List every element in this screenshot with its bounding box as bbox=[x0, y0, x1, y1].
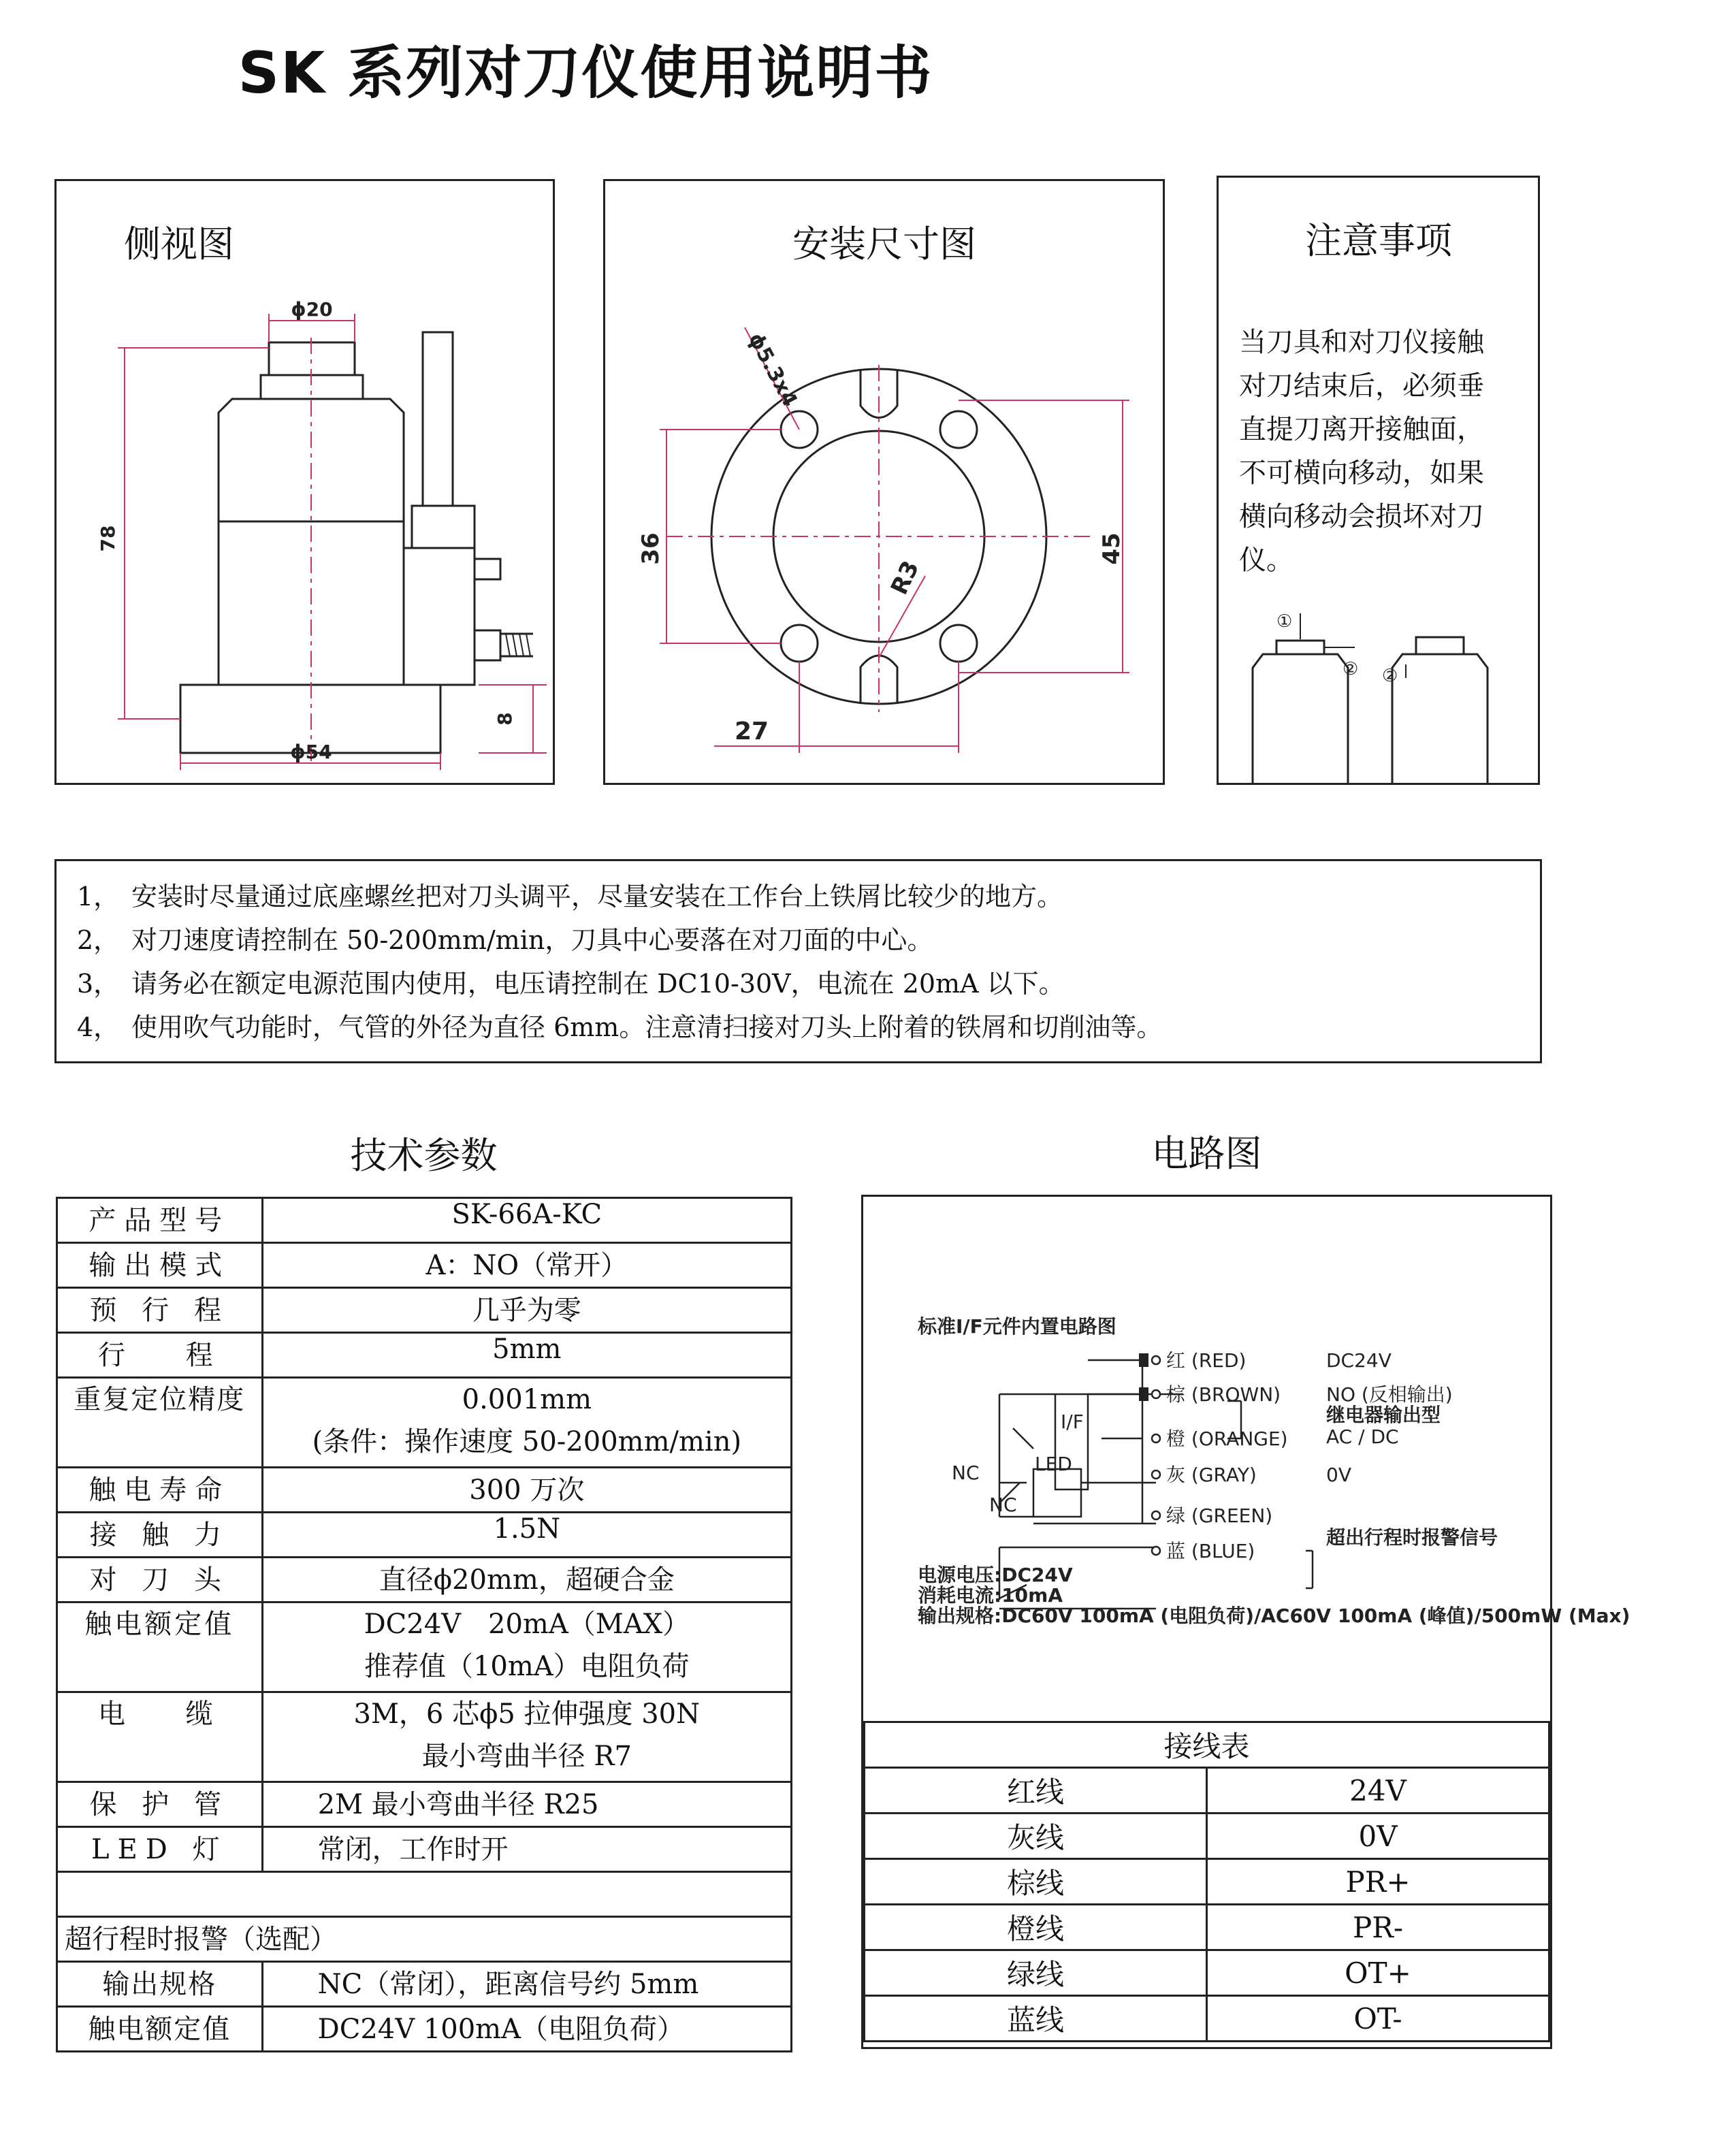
table-row bbox=[865, 1905, 1549, 1950]
nc-label-2: NC bbox=[989, 1494, 1017, 1516]
notes-line: 直提刀离开接触面， bbox=[1239, 414, 1484, 445]
diagram-title: 标准I/F元件内置电路图 bbox=[918, 1315, 1116, 1338]
side-relay: 继电器输出型 bbox=[1326, 1404, 1441, 1426]
dim-height: 78 bbox=[97, 525, 119, 552]
notes-line: 当刀具和对刀仪接触 bbox=[1239, 327, 1484, 358]
circuit-spec-line: 消耗电流:10mA bbox=[918, 1584, 1063, 1607]
table-row bbox=[57, 1333, 792, 1378]
wiring-table bbox=[863, 1721, 1550, 2042]
side-no: NO (反相输出) bbox=[1326, 1383, 1453, 1406]
table-row bbox=[57, 1692, 792, 1782]
notes-line: 仪。 bbox=[1239, 545, 1293, 576]
notes-line: 不可横向移动，如果 bbox=[1239, 457, 1484, 489]
alarm-title: 超行程时报警（选配） bbox=[57, 1917, 792, 1962]
dim-r3: R3 bbox=[885, 556, 925, 599]
instruction-item: 1， 安装时尽量通过底座螺丝把对刀头调平，尽量安装在工作台上铁屑比较少的地方。 bbox=[77, 882, 1063, 912]
switch-rod bbox=[423, 332, 453, 506]
spec-label: LED 灯 bbox=[57, 1827, 263, 1872]
table-row bbox=[865, 1996, 1549, 2042]
wire-signal: 0V bbox=[1207, 1814, 1549, 1859]
install-drawing bbox=[605, 181, 1163, 784]
wire-name: 绿线 bbox=[865, 1950, 1207, 1996]
instructions-box bbox=[54, 859, 1542, 1063]
side-0v: 0V bbox=[1326, 1464, 1351, 1486]
table-row bbox=[57, 1602, 792, 1692]
spec-value: 2M 最小弯曲半径 R25 bbox=[262, 1782, 791, 1827]
notes-drawing bbox=[1219, 600, 1539, 784]
wire-signal: OT+ bbox=[1207, 1950, 1549, 1996]
install-panel bbox=[603, 179, 1165, 785]
notes-title: 注意事项 bbox=[1305, 219, 1452, 262]
side-alarm: 超出行程时报警信号 bbox=[1326, 1526, 1498, 1549]
spec-label: 对 刀 头 bbox=[57, 1558, 263, 1602]
wire-brown: 棕 (BROWN) bbox=[1166, 1383, 1281, 1406]
wire-name: 灰线 bbox=[865, 1814, 1207, 1859]
mark-2b: ② bbox=[1382, 666, 1398, 686]
spec-label: 重复定位精度 bbox=[57, 1378, 263, 1468]
wire-name: 棕线 bbox=[865, 1859, 1207, 1905]
dim-base-height: 8 bbox=[494, 712, 516, 726]
dim-holes: ϕ5.3x4 bbox=[743, 329, 802, 411]
dim-27: 27 bbox=[735, 718, 769, 745]
spec-value: SK-66A-KC bbox=[262, 1198, 791, 1243]
table-row bbox=[57, 1513, 792, 1558]
probe-a bbox=[1253, 654, 1348, 784]
nc-label-1: NC bbox=[952, 1462, 980, 1484]
spec-title: 技术参数 bbox=[350, 1134, 498, 1177]
spec-value: 3M，6 芯ϕ5 拉伸强度 30N 最小弯曲半径 R7 bbox=[262, 1692, 791, 1782]
instruction-item: 2， 对刀速度请控制在 50-200mm/min，刀具中心要落在对刀面的中心。 bbox=[77, 925, 933, 955]
dim-top-dia: ϕ20 bbox=[291, 298, 333, 321]
switch-housing bbox=[412, 506, 475, 548]
table-row bbox=[57, 1243, 792, 1288]
if-label: I/F bbox=[1061, 1411, 1084, 1433]
wiring-title: 接线表 bbox=[865, 1722, 1549, 1768]
mount-hole-br bbox=[940, 625, 977, 662]
spec-value: DC24V 20mA（MAX） 推荐值（10mA）电阻负荷 bbox=[262, 1602, 791, 1692]
table-row bbox=[57, 1962, 792, 2007]
side-view-panel bbox=[54, 179, 555, 785]
spec-value: A：NO（常开） bbox=[262, 1243, 791, 1288]
side-view-title: 侧视图 bbox=[124, 223, 234, 265]
wire-name: 橙线 bbox=[865, 1905, 1207, 1950]
table-row bbox=[57, 1872, 792, 1917]
spec-label: 接 触 力 bbox=[57, 1513, 263, 1558]
circuit-spec-line: 输出规格:DC60V 100mA (电阻负荷)/AC60V 100mA (峰值)/500mW (Max) bbox=[918, 1605, 1630, 1627]
spec-label: 触电额定值 bbox=[57, 2007, 263, 2052]
table-row bbox=[57, 1288, 792, 1333]
dim-36: 36 bbox=[637, 532, 664, 565]
table-row bbox=[57, 2007, 792, 2052]
wire-signal: OT- bbox=[1207, 1996, 1549, 2042]
spec-table bbox=[56, 1197, 792, 2052]
cable-thread bbox=[506, 634, 530, 656]
led-label: LED bbox=[1035, 1453, 1072, 1475]
dim-45: 45 bbox=[1098, 532, 1125, 565]
wire-signal: 24V bbox=[1207, 1768, 1549, 1814]
table-row bbox=[57, 1198, 792, 1243]
table-row bbox=[865, 1768, 1549, 1814]
notes-panel bbox=[1217, 176, 1540, 785]
spec-value: NC（常闭），距离信号约 5mm bbox=[262, 1962, 791, 2007]
spec-value: 直径ϕ20mm，超硬合金 bbox=[262, 1558, 791, 1602]
spec-value: 几乎为零 bbox=[262, 1288, 791, 1333]
table-row bbox=[57, 1468, 792, 1513]
led-box bbox=[1033, 1469, 1081, 1517]
table-row bbox=[865, 1859, 1549, 1905]
notes-text bbox=[1239, 321, 1532, 582]
air-nozzle bbox=[475, 559, 500, 579]
mount-hole-bl bbox=[781, 625, 818, 662]
circuit-title: 电路图 bbox=[1151, 1132, 1262, 1175]
wire-signal: PR+ bbox=[1207, 1859, 1549, 1905]
notes-line: 对刀结束后，必须垂 bbox=[1239, 370, 1484, 402]
wire-orange: 橙 (ORANGE) bbox=[1166, 1428, 1288, 1450]
circuit-panel bbox=[861, 1195, 1630, 2049]
spec-value: 5mm bbox=[262, 1333, 791, 1378]
cable-gland bbox=[475, 630, 500, 660]
side-dc24v: DC24V bbox=[1326, 1349, 1392, 1372]
table-row bbox=[57, 1558, 792, 1602]
mark-1: ① bbox=[1276, 611, 1293, 632]
spec-label: 保 护 管 bbox=[57, 1782, 263, 1827]
table-row bbox=[57, 1827, 792, 1872]
spec-label: 触电额定值 bbox=[57, 1602, 263, 1692]
side-view-drawing bbox=[57, 181, 553, 784]
spec-label: 预 行 程 bbox=[57, 1288, 263, 1333]
table-row bbox=[57, 1782, 792, 1827]
wire-name: 蓝线 bbox=[865, 1996, 1207, 2042]
if-box bbox=[1055, 1394, 1088, 1489]
spec-label: 产品型号 bbox=[57, 1198, 263, 1243]
table-row bbox=[865, 1722, 1549, 1768]
spec-value: 300 万次 bbox=[262, 1468, 791, 1513]
spec-label: 电 缆 bbox=[57, 1692, 263, 1782]
side-acdc: AC / DC bbox=[1326, 1425, 1399, 1448]
instruction-item: 4， 使用吹气功能时，气管的外径为直径 6mm。注意清扫接对刀头上附着的铁屑和切削油等。 bbox=[77, 1012, 1163, 1042]
wire-red: 红 (RED) bbox=[1166, 1349, 1247, 1372]
table-row bbox=[865, 1950, 1549, 1996]
circuit-diagram bbox=[863, 1197, 1630, 1728]
spec-value: 0.001mm (条件：操作速度 50-200mm/min) bbox=[262, 1378, 791, 1468]
spec-label: 触电寿命 bbox=[57, 1468, 263, 1513]
dim-base-dia: ϕ54 bbox=[290, 741, 332, 763]
spec-label: 输出规格 bbox=[57, 1962, 263, 2007]
install-title: 安装尺寸图 bbox=[792, 223, 976, 265]
circuit-spec-line: 电源电压:DC24V bbox=[918, 1564, 1073, 1586]
spec-value: 1.5N bbox=[262, 1513, 791, 1558]
mount-hole-tr bbox=[940, 411, 977, 448]
spec-blank-row bbox=[57, 1872, 792, 1917]
instruction-item: 3， 请务必在额定电源范围内使用，电压请控制在 DC10-30V，电流在 20mA 以下。 bbox=[77, 969, 1065, 999]
table-row bbox=[865, 1814, 1549, 1859]
spec-label: 行 程 bbox=[57, 1333, 263, 1378]
spec-value: DC24V 100mA（电阻负荷） bbox=[262, 2007, 791, 2052]
mark-2: ② bbox=[1343, 659, 1359, 679]
wire-blue: 蓝 (BLUE) bbox=[1166, 1540, 1255, 1562]
notes-line: 横向移动会损坏对刀 bbox=[1239, 501, 1484, 532]
side-block bbox=[404, 548, 475, 685]
spec-label: 输出模式 bbox=[57, 1243, 263, 1288]
wire-name: 红线 bbox=[865, 1768, 1207, 1814]
wire-signal: PR- bbox=[1207, 1905, 1549, 1950]
table-row bbox=[57, 1917, 792, 1962]
wire-gray: 灰 (GRAY) bbox=[1166, 1464, 1257, 1486]
page-title: SK 系列对刀仪使用说明书 bbox=[238, 39, 933, 106]
spec-value: 常闭，工作时开 bbox=[262, 1827, 791, 1872]
wire-green: 绿 (GREEN) bbox=[1166, 1504, 1273, 1527]
table-row bbox=[57, 1378, 792, 1468]
